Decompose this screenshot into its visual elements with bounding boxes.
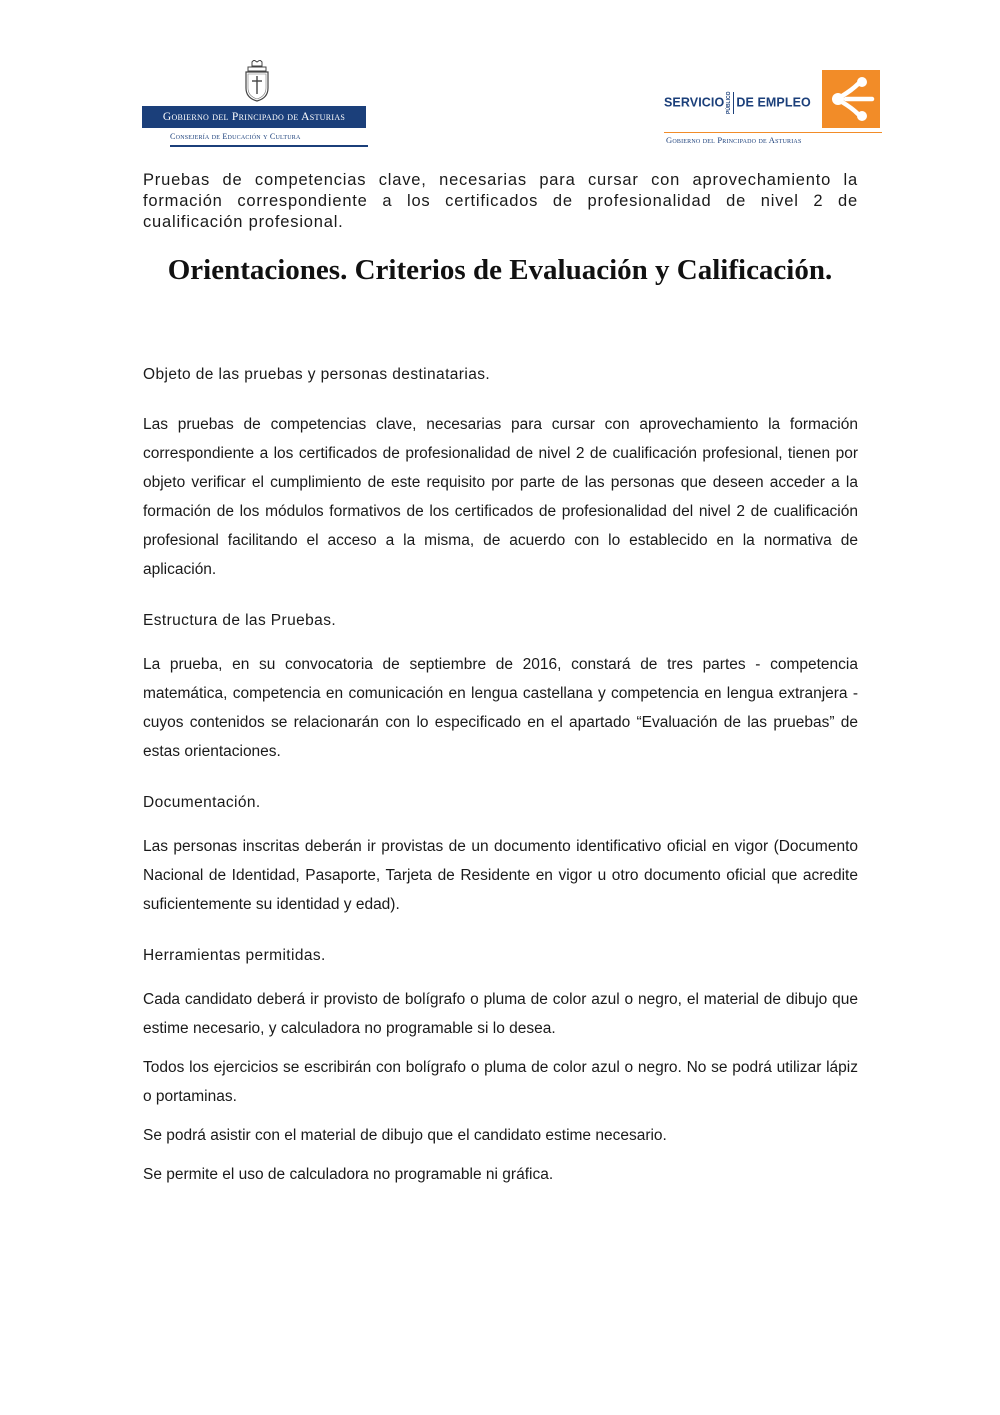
logo-right-divider <box>664 132 882 133</box>
section-heading-objeto: Objeto de las pruebas y personas destinatarias. <box>143 366 491 383</box>
paragraph-herramientas-3: Se podrá asistir con el material de dibujo que el candidato estime necesario. <box>143 1127 667 1144</box>
logo-gobierno-asturias <box>142 60 368 148</box>
page-title: Orientaciones. Criterios de Evaluación y Calificación. <box>167 254 833 286</box>
logo-servicio-text: SERVICIO <box>664 95 725 110</box>
logo-publico-text: PÚBLICO <box>726 91 733 114</box>
coat-of-arms-icon <box>242 60 272 102</box>
intro-text: Pruebas de competencias clave, necesarias para cursar con aprovechamiento la formación correspondiente a los certificados de profesionalidad de nivel 2 de cualificación profesional. <box>143 171 858 231</box>
paragraph-herramientas-2: Todos los ejercicios se escribirán con bolígrafo o pluma de color azul o negro. No se podrá utilizar lápiz o portaminas. <box>143 1059 858 1105</box>
paragraph-herramientas-4: Se permite el uso de calculadora no programable ni gráfica. <box>143 1166 554 1183</box>
section-heading-herramientas: Herramientas permitidas. <box>143 947 326 964</box>
section-heading-documentacion: Documentación. <box>143 794 261 811</box>
logo-left-line1: Gobierno del Principado de Asturias <box>142 106 366 128</box>
logo-right-title <box>664 92 811 114</box>
paragraph-estructura: La prueba, en su convocatoria de septiembre de 2016, constará de tres partes - competencia matemática, competencia en comunicación en lengua castellana y competencia en lengua extranjera - cuyos contenidos se relacionarán con lo especificado en el apartado “Evaluación de las pruebas” de estas orientaciones. <box>143 656 858 760</box>
logo-right-gobierno: Gobierno del Principado de Asturias <box>666 135 802 145</box>
paragraph-objeto: Las pruebas de competencias clave, necesarias para cursar con aprovechamiento la formación correspondiente a los certificados de profesionalidad de nivel 2 de cualificación profesional, tienen por objeto verificar el cumplimiento de este requisito por parte de las personas que deseen acceder a la formación de los módulos formativos de los certificados de profesionalidad del nivel 2 de cualificación profesional facilitando el acceso a la misma, de acuerdo con lo establecido en la normativa de aplicación. <box>143 416 858 578</box>
empleo-symbol-svg <box>822 70 880 128</box>
paragraph-documentacion: Las personas inscritas deberán ir provistas de un documento identificativo oficial en vigor (Documento Nacional de Identidad, Pasaporte, Tarjeta de Residente en vigor u otro documento oficial que acredite suficientemente su identidad y edad). <box>143 838 858 913</box>
logo-left-line2: Consejería de Educación y Cultura <box>170 132 301 141</box>
logo-servicio-empleo <box>664 70 882 150</box>
section-heading-estructura: Estructura de las Pruebas. <box>143 612 337 629</box>
logo-de-empleo-text: DE EMPLEO <box>736 95 811 110</box>
empleo-symbol-icon <box>822 70 880 128</box>
paragraph-herramientas-1: Cada candidato deberá ir provisto de bolígrafo o pluma de color azul o negro, el material de dibujo que estime necesario, y calculadora no programable si lo desea. <box>143 991 858 1037</box>
logo-left-divider <box>170 145 368 147</box>
